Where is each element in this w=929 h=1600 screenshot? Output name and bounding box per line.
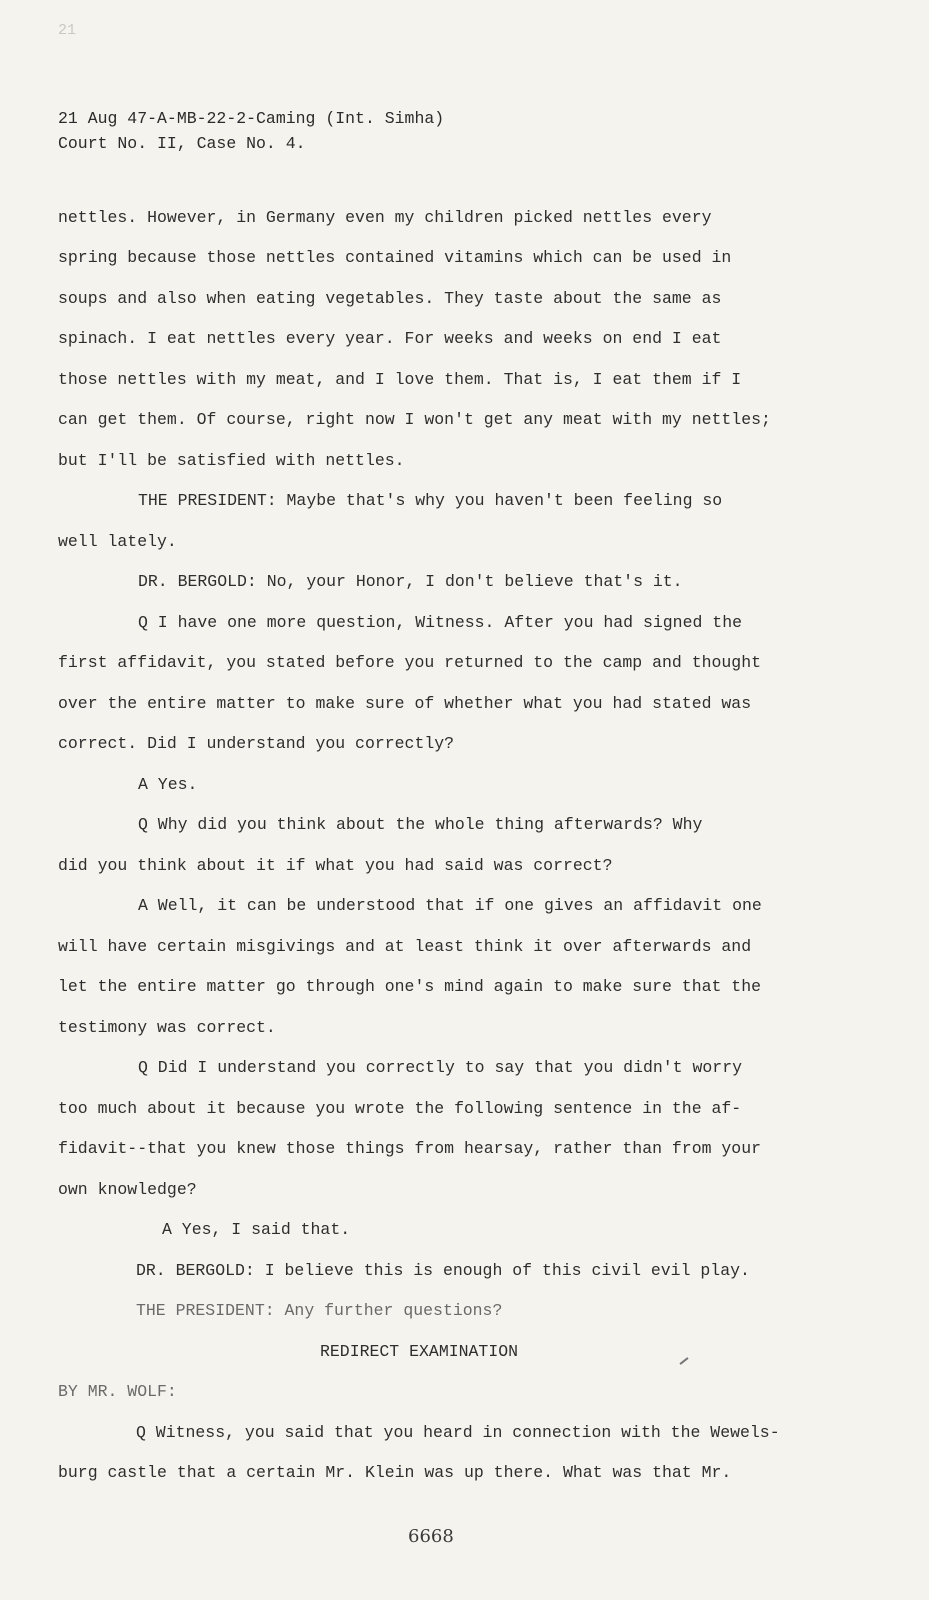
question-line: Q Why did you think about the whole thing afterwards? Why bbox=[138, 815, 703, 834]
pencil-tick-mark bbox=[679, 1357, 688, 1365]
question-line: Q Witness, you said that you heard in connection with the Wewels- bbox=[136, 1423, 780, 1442]
text-line: nettles. However, in Germany even my children picked nettles every bbox=[58, 208, 712, 227]
text-line: well lately. bbox=[58, 532, 177, 551]
text-line: fidavit--that you knew those things from hearsay, rather than from your bbox=[58, 1139, 762, 1158]
answer-line: A Well, it can be understood that if one gives an affidavit one bbox=[138, 896, 762, 915]
text-line: but I'll be satisfied with nettles. bbox=[58, 451, 405, 470]
speaker-line: THE PRESIDENT: Maybe that's why you haven't been feeling so bbox=[138, 491, 723, 510]
text-line: did you think about it if what you had said was correct? bbox=[58, 856, 613, 875]
text-line: those nettles with my meat, and I love them. That is, I eat them if I bbox=[58, 370, 742, 389]
text-line: first affidavit, you stated before you returned to the camp and thought bbox=[58, 653, 762, 672]
document-header bbox=[58, 106, 444, 156]
header-line-court: Court No. II, Case No. 4. bbox=[58, 134, 306, 153]
answer-line: A Yes. bbox=[138, 775, 198, 794]
text-line: burg castle that a certain Mr. Klein was up there. What was that Mr. bbox=[58, 1463, 732, 1482]
header-line-date-case: 21 Aug 47-A-MB-22-2-Caming (Int. Simha) bbox=[58, 109, 445, 128]
section-heading: REDIRECT EXAMINATION bbox=[320, 1342, 519, 1361]
answer-line: A Yes, I said that. bbox=[162, 1220, 351, 1239]
page-number: 6668 bbox=[408, 1526, 454, 1547]
text-line: testimony was correct. bbox=[58, 1018, 276, 1037]
text-line: spinach. I eat nettles every year. For weeks and weeks on end I eat bbox=[58, 329, 722, 348]
speaker-line: THE PRESIDENT: Any further questions? bbox=[136, 1301, 503, 1320]
text-line: too much about it because you wrote the following sentence in the af- bbox=[58, 1099, 742, 1118]
corner-page-mark: 21 bbox=[58, 22, 77, 39]
text-line: let the entire matter go through one's mind again to make sure that the bbox=[58, 977, 762, 996]
speaker-line: DR. BERGOLD: I believe this is enough of this civil evil play. bbox=[136, 1261, 750, 1280]
speaker-line: DR. BERGOLD: No, your Honor, I don't believe that's it. bbox=[138, 572, 683, 591]
text-line: correct. Did I understand you correctly? bbox=[58, 734, 455, 753]
text-line: own knowledge? bbox=[58, 1180, 197, 1199]
examiner-line: BY MR. WOLF: bbox=[58, 1382, 177, 1401]
text-line: can get them. Of course, right now I won't get any meat with my nettles; bbox=[58, 410, 771, 429]
text-line: soups and also when eating vegetables. They taste about the same as bbox=[58, 289, 722, 308]
text-line: spring because those nettles contained vitamins which can be used in bbox=[58, 248, 732, 267]
text-line: over the entire matter to make sure of whether what you had stated was bbox=[58, 694, 752, 713]
question-line: Q Did I understand you correctly to say that you didn't worry bbox=[138, 1058, 742, 1077]
text-line: will have certain misgivings and at least think it over afterwards and bbox=[58, 937, 752, 956]
question-line: Q I have one more question, Witness. After you had signed the bbox=[138, 613, 742, 632]
